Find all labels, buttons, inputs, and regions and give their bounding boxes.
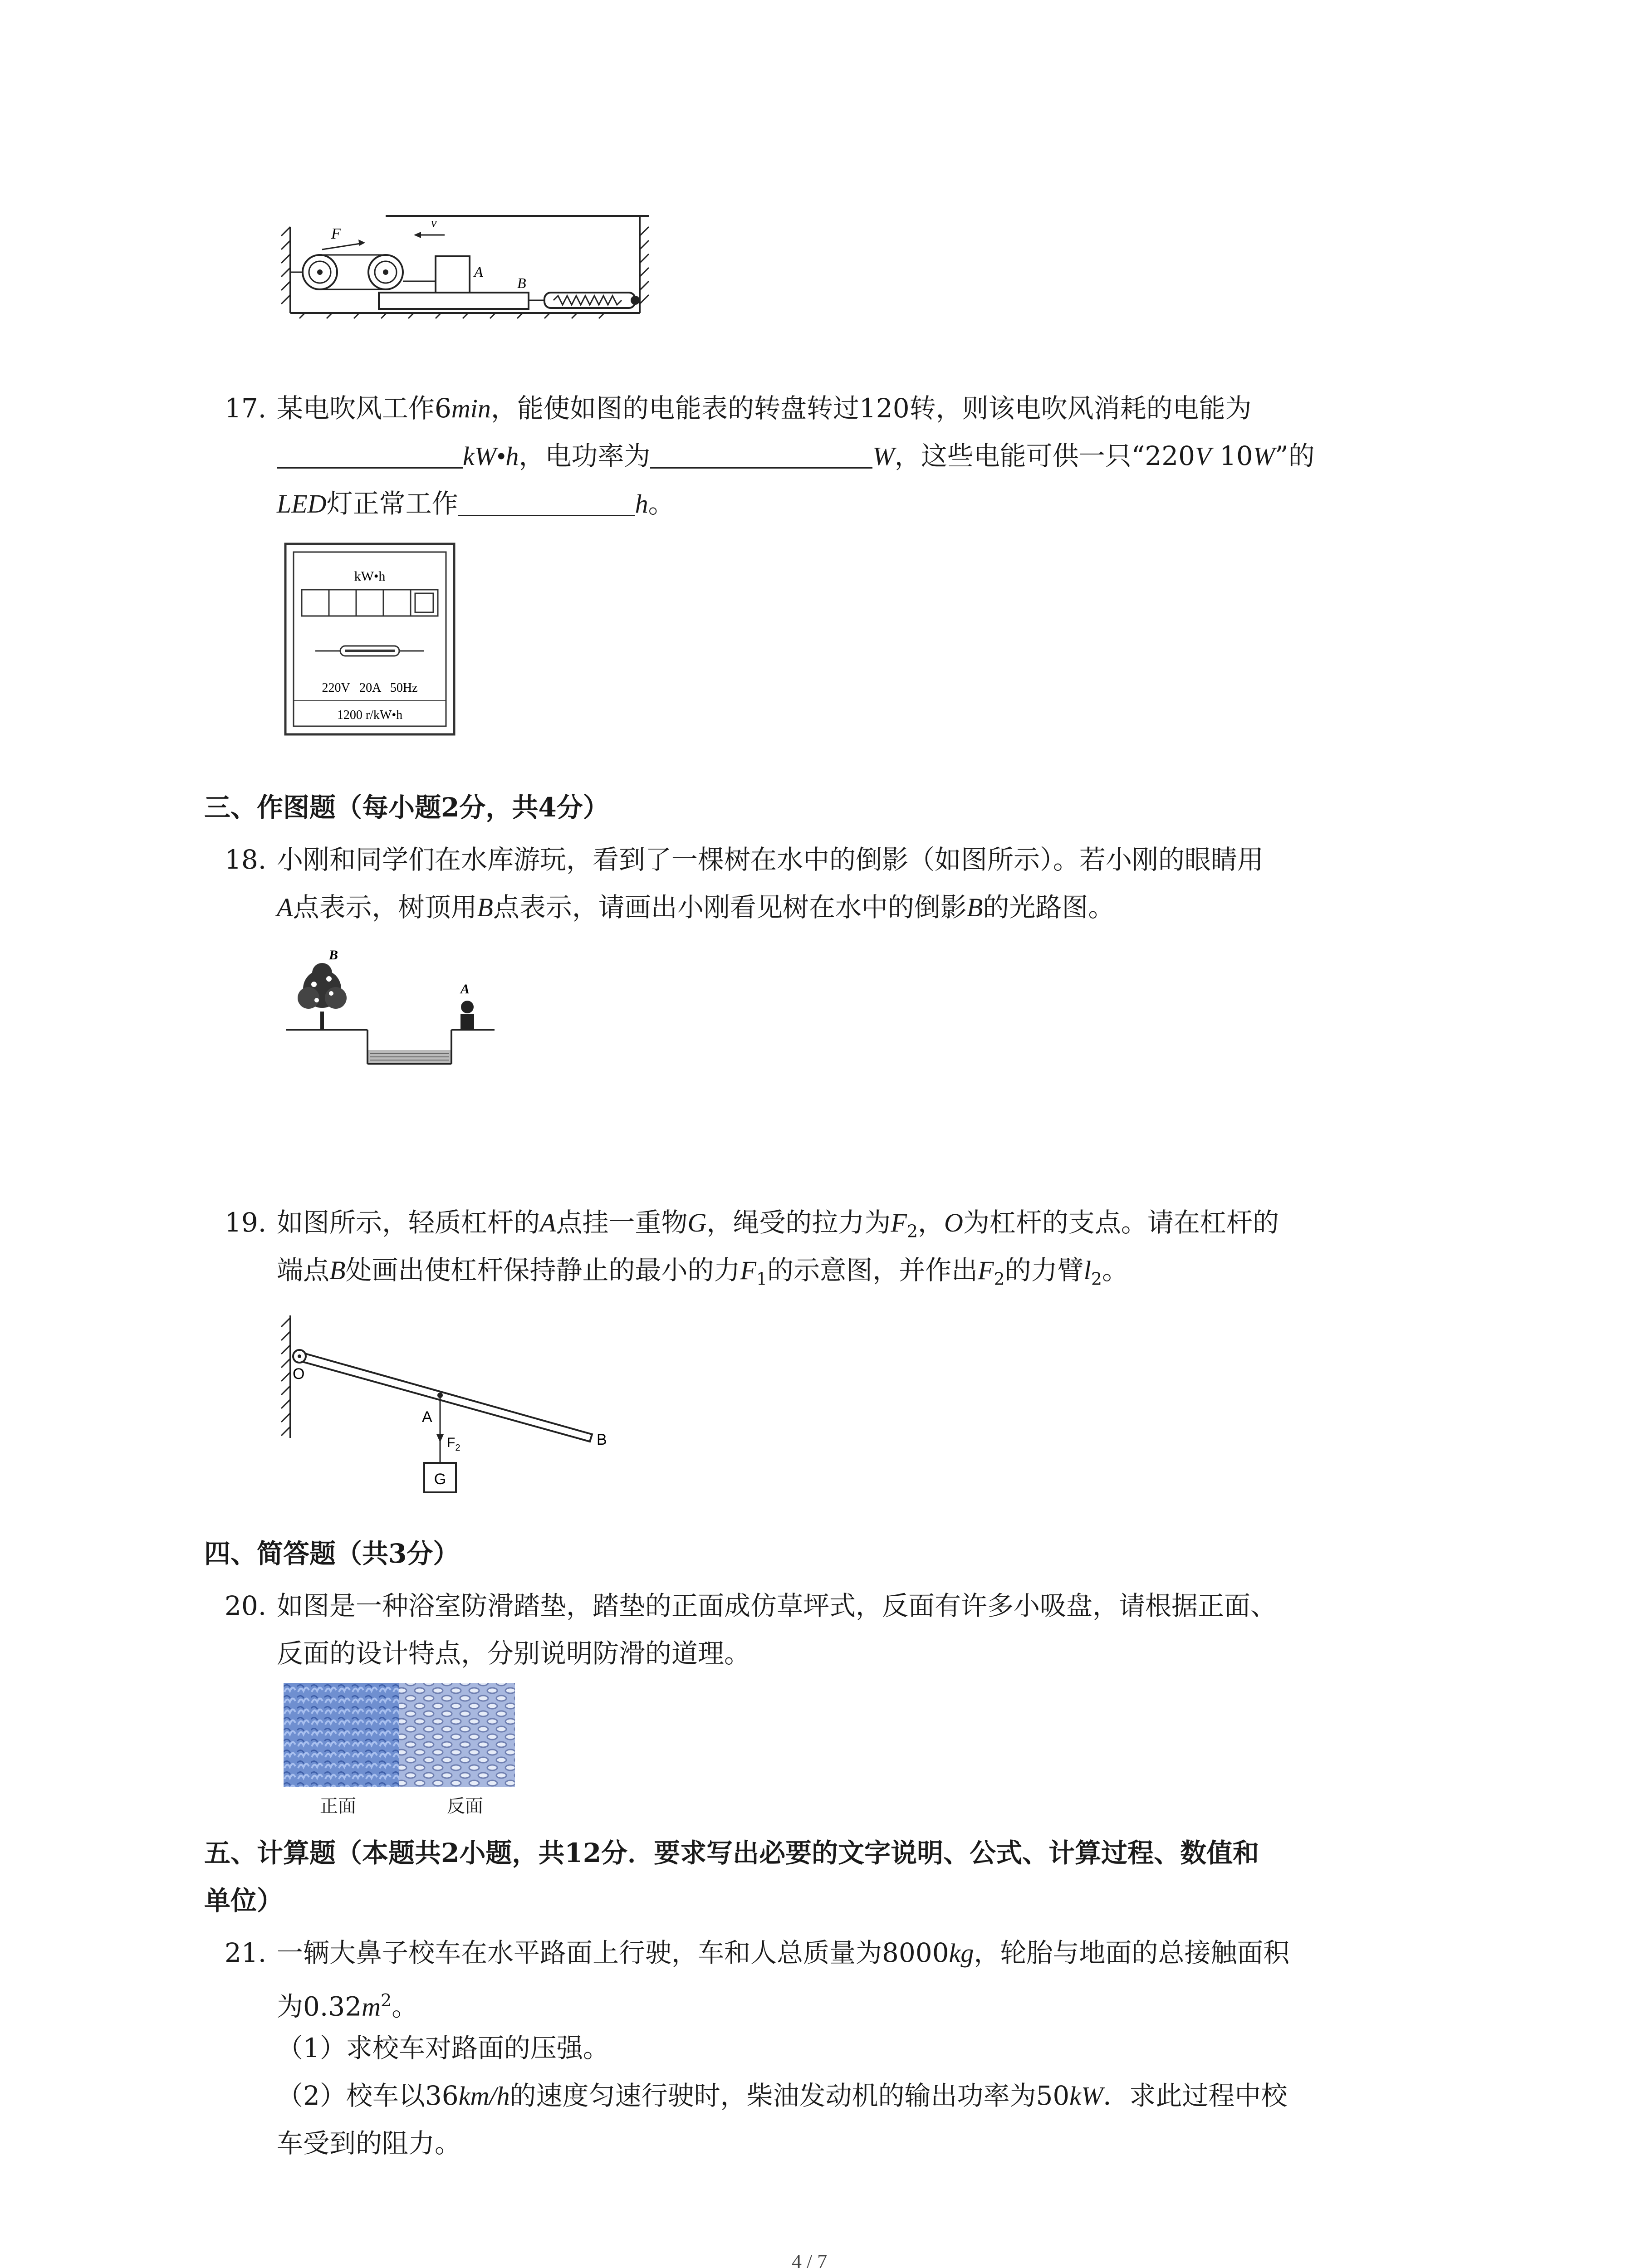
- section-heading: 五、计算题（本题共2小题，共12分．要求写出必要的文字说明、公式、计算过程、数值和: [204, 1838, 1259, 1868]
- q21-part2: （2）校车以36km/h的速度匀速行驶时，柴油发动机的输出功率为50kW．求此过程中校: [277, 2080, 1288, 2111]
- q19-line1: 如图所示，轻质杠杆的A点挂一重物G，绳受的拉力为$F_2$，O为杠杆的支点。请在杠杆的: [277, 1207, 1279, 1242]
- label-B: B: [597, 1431, 607, 1448]
- meter-spec: 220V 20A 50Hz: [322, 681, 418, 695]
- label-A: A: [422, 1408, 432, 1426]
- label-A: A: [460, 982, 470, 997]
- label-O: O: [293, 1365, 305, 1383]
- label-A: A: [474, 264, 483, 280]
- q21-line2: 为$0.32m^2$。: [277, 1990, 418, 2022]
- page-number: 4 / 7: [792, 2250, 828, 2268]
- section-heading-cont: 单位）: [204, 1885, 284, 1916]
- question-number: 18.: [225, 844, 267, 875]
- lever-figure: [272, 1306, 626, 1510]
- q20-line1: 如图是一种浴室防滑踏垫，踏垫的正面成仿草坪式，反面有许多小吸盘，请根据正面、: [277, 1590, 1277, 1621]
- label-v: v: [431, 216, 437, 230]
- meter-unit: kW•h: [354, 569, 386, 584]
- label-F: F: [331, 225, 341, 242]
- q19-line2: 端点B处画出使杠杆保持静止的最小的力$F_1$的示意图，并作出$F_2$的力臂$l_2$。: [277, 1255, 1129, 1289]
- q18-line1: 小刚和同学们在水库游玩，看到了一棵树在水中的倒影（如图所示）。若小刚的眼睛用: [277, 844, 1264, 875]
- question-number: 20.: [225, 1590, 267, 1621]
- caption-front: 正面: [320, 1796, 356, 1817]
- caption-back: 反面: [447, 1796, 483, 1817]
- answer-blank[interactable]: [650, 440, 872, 469]
- label-G: G: [434, 1471, 446, 1488]
- label-F2: $F_2$: [447, 1435, 460, 1453]
- answer-blank[interactable]: [277, 440, 463, 469]
- question-number: 19.: [225, 1207, 267, 1238]
- question-number: 21.: [225, 1937, 267, 1968]
- section-heading: 四、简答题（共3分）: [204, 1538, 460, 1569]
- q21-line1: 一辆大鼻子校车在水平路面上行驶，车和人总质量为8000kg，轮胎与地面的总接触面积: [277, 1937, 1290, 1968]
- section-heading: 三、作图题（每小题2分，共4分）: [204, 792, 609, 823]
- bath-mat-photo: [284, 1683, 515, 1792]
- question-number: 17.: [225, 393, 267, 424]
- q20-line2: 反面的设计特点，分别说明防滑的道理。: [277, 1638, 751, 1669]
- q17-line3: LED灯正常工作 h。: [277, 488, 675, 519]
- tree-reflection-figure: [281, 939, 508, 1075]
- q21-part1: （1）求校车对路面的压强。: [277, 2033, 609, 2063]
- q17-line2: kW•h，电功率为 W，这些电能可供一只“220V 10W”的: [277, 438, 1315, 474]
- q18-line2: A点表示，树顶用B点表示，请画出小刚看见树在水中的倒影B的光路图。: [277, 892, 1115, 923]
- q17-line1: 某电吹风工作6min，能使如图的电能表的转盘转过120转，则该电吹风消耗的电能为: [277, 393, 1252, 424]
- meter-rate: 1200 r/kW•h: [337, 708, 403, 722]
- pulley-block-figure: [272, 200, 658, 327]
- label-B: B: [329, 948, 338, 963]
- energy-meter-figure: [284, 542, 456, 737]
- label-B: B: [517, 275, 526, 291]
- answer-blank[interactable]: [458, 488, 635, 516]
- q21-part2-cont: 车受到的阻力。: [277, 2128, 461, 2159]
